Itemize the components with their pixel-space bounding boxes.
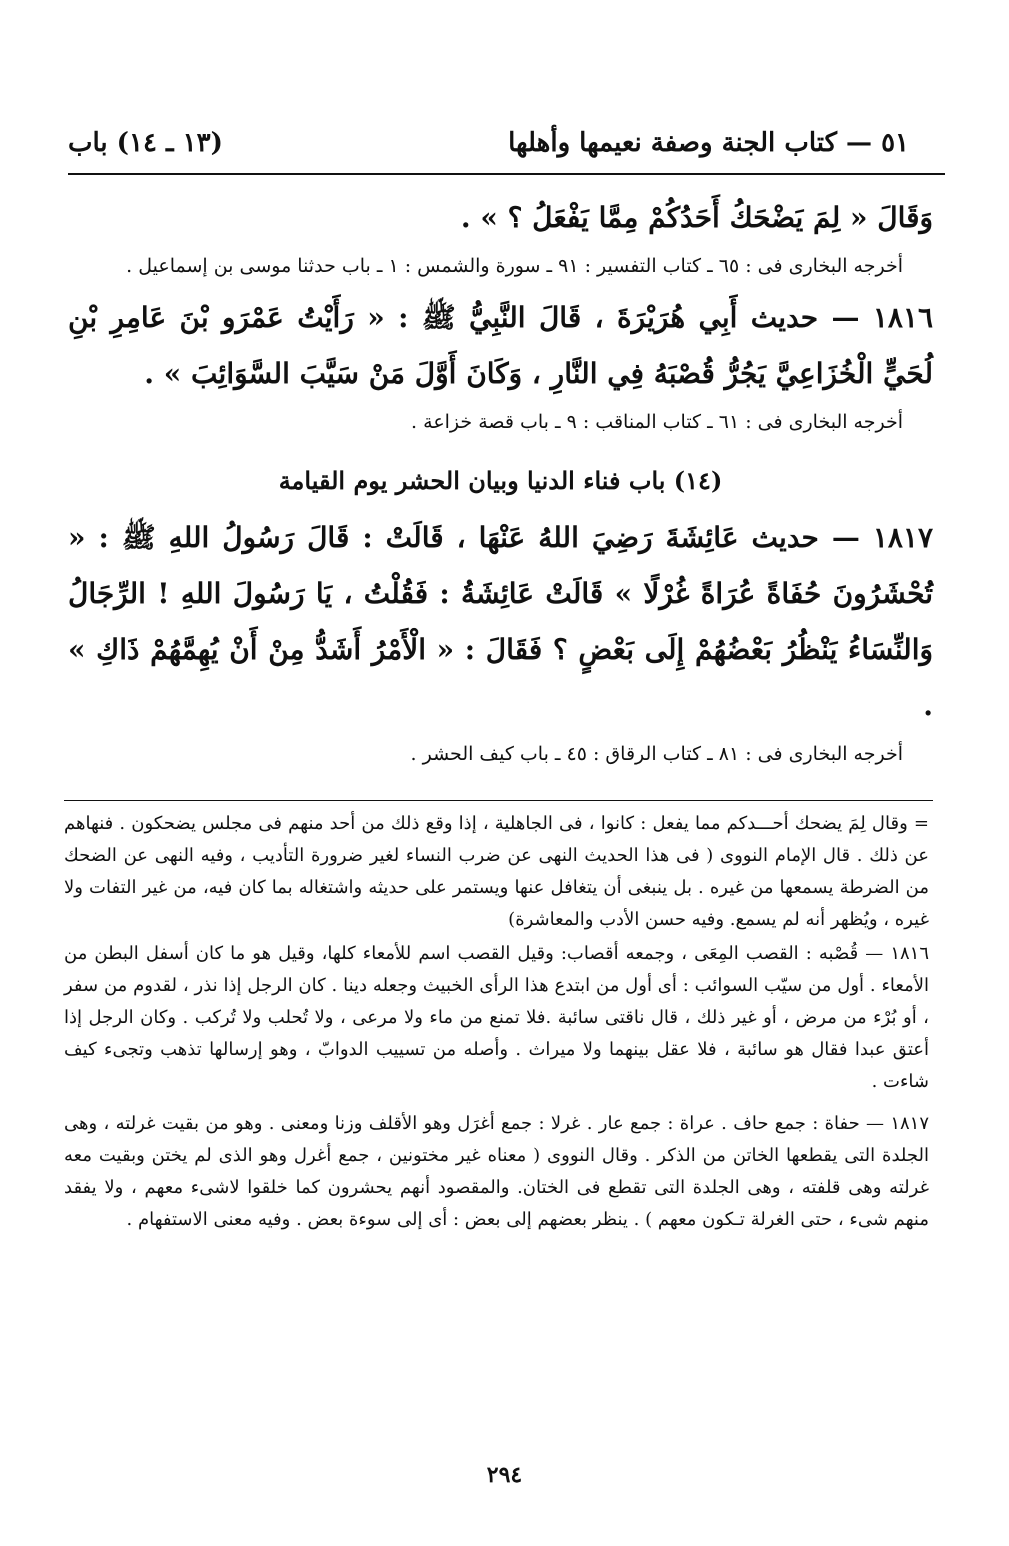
footnote-1816: ١٨١٦ — قُصْبه : القصب المِعَى ، وجمعه أقصاب: وقيل القصب اسم للأمعاء كلها، وقيل هو ما كان أسفل البطن من الأمعاء . أول من سيّب السوائب : أى أول من ابتدع هذا الرأى الخبيث وجعله دينا . كان الرجل إذا نذر ، لقدوم من سفر ، أو بُرْء من مرض ، أو غير ذلك ، قال ناقتى سائبة .فلا تمنع من ماء ولا مرعى ، ولا تُحلب ولا تُركب . وكان الرجل إذا أعتق عبدا فقال هو سائبة ، فلا عقل بينهما ولا ميراث . وأصله من تسييب الدوابّ ، وهو إرسالها تذهب وتجىء كيف شاءت . bbox=[64, 943, 929, 1092]
footnotes bbox=[64, 808, 929, 1238]
running-head bbox=[68, 118, 909, 168]
footnote-continuation: = وقال لِمَ يضحك أحـــدكم مما يفعل : كانوا ، فى الجاهلية ، إذا وقع ذلك من أحد منهم فى مجلس يضحكون . فنهاهم عن ذلك . قال الإمام النووى ( فى هذا الحديث النهى عن ضرب النساء لغير ضرورة التأديب ، وفيه النهى عن الضحك من الضرطة يسمعها من غيره . بل ينبغى أن يتغافل عنها ويستمر على حديثه واشتغاله بما كان فيه، من غير التفات ولا غيره ، ويُظهر أنه لم يسمع. وفيه حسن الأدب والمعاشرة) bbox=[64, 813, 929, 930]
hadith-1816: ١٨١٦ — حديث أَبِي هُرَيْرَةَ ، قَالَ النَّبِيُّ ﷺ : « رَأَيْتُ عَمْرَو بْنَ عَامِرِ بْنِ لُحَيٍّ الْخُزَاعِيَّ يَجُرُّ قُصْبَهُ فِي النَّارِ ، وَكَانَ أَوَّلَ مَنْ سَيَّبَ السَّوَائِبَ » . bbox=[68, 301, 933, 390]
hadith-continuation: وَقَالَ « لِمَ يَضْحَكُ أَحَدُكُمْ مِمَّا يَفْعَلُ ؟ » . bbox=[460, 201, 933, 234]
header-divider bbox=[68, 173, 945, 175]
chapter-heading-14: (١٤) باب فناء الدنيا وبيان الحشر يوم القيامة bbox=[278, 466, 723, 495]
footnote-1817: ١٨١٧ — حفاة : جمع حاف . عراة : جمع عار . غرلا : جمع أغرَل وهو الأقلف وزنا ومعنى . وهو من بقيت غرلته ، وهى الجلدة التى يقطعها الخاتن من الذكر . وقال النووى ( معناه غير مختونين ، جمع أغرل وهو الذى لم يختن وبقيت معه غرلته وهى قلفته ، وهى الجلدة التى تقطع فى الختان. والمقصود أنهم يحشرون كما خلقوا لاشىء معهم ، ولا يفقد منهم شىء ، حتى الغرلة تـكون معهم ) . ينظر بعضهم إلى بعض : أى إلى سوءة بعض . وفيه معنى الاستفهام . bbox=[64, 1113, 929, 1230]
source-reference-1: أخرجه البخارى فى : ٦٥ ـ كتاب التفسير : ٩١ ـ سورة والشمس : ١ ـ باب حدثنا موسى بن إسماعيل . bbox=[126, 255, 903, 277]
running-head-chapter-range: (١٣ ـ ١٤) باب bbox=[68, 128, 223, 158]
page-number: ٢٩٤ bbox=[486, 1462, 523, 1488]
source-reference-3: أخرجه البخارى فى : ٨١ ـ كتاب الرقاق : ٤٥ ـ باب كيف الحشر . bbox=[410, 743, 903, 765]
footnote-divider bbox=[64, 800, 933, 801]
source-reference-2: أخرجه البخارى فى : ٦١ ـ كتاب المناقب : ٩ ـ باب قصة خزاعة . bbox=[411, 411, 903, 433]
main-text bbox=[68, 190, 933, 778]
running-head-book-title: ٥١ — كتاب الجنة وصفة نعيمها وأهلها bbox=[508, 128, 909, 158]
hadith-1817: ١٨١٧ — حديث عَائِشَةَ رَضِيَ اللهُ عَنْهَا ، قَالَتْ : قَالَ رَسُولُ اللهِ ﷺ : « تُحْشَرُونَ حُفَاةً عُرَاةً غُرْلًا » قَالَتْ عَائِشَةُ : فَقُلْتُ ، يَا رَسُولَ اللهِ ! الرِّجَالُ وَالنِّسَاءُ يَنْظُرُ بَعْضُهُمْ إِلَى بَعْضٍ ؟ فَقَالَ : « الْأَمْرُ أَشَدُّ مِنْ أَنْ يُهِمَّهُمْ ذَاكِ » . bbox=[68, 521, 933, 722]
